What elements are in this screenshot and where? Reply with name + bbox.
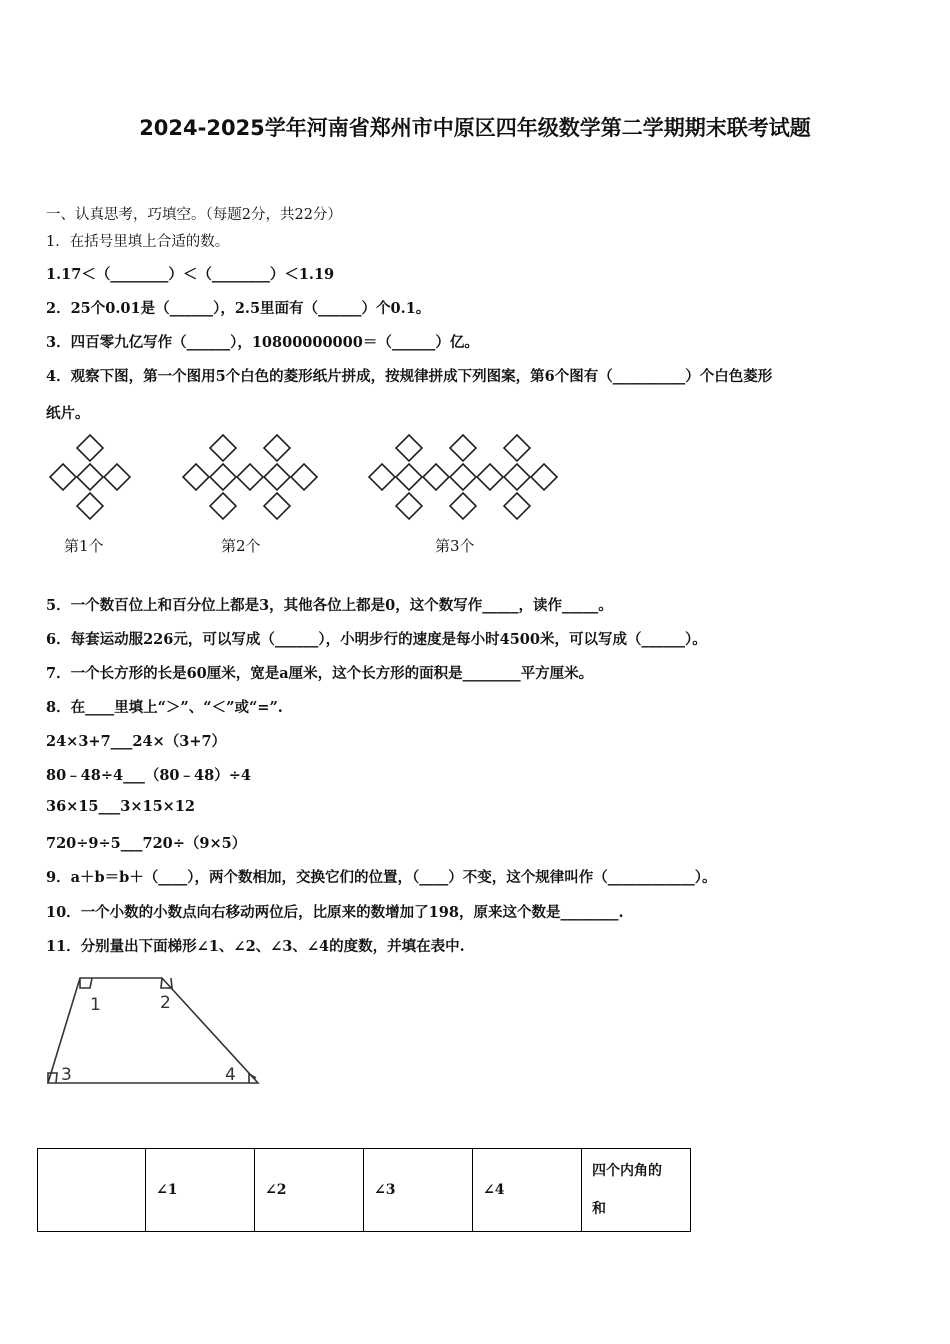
question-2: 2．25个0.01是（______），2.5里面有（______）个0.1。: [46, 300, 431, 317]
page-title: 2024-2025学年河南省郑州市中原区四年级数学第二学期期末联考试题: [139, 116, 811, 140]
question-8-item-3: 36×15___3×15×12: [46, 798, 196, 815]
table-cell-blank: [38, 1149, 146, 1232]
question-9: 9．a＋b＝b＋（____），两个数相加，交换它们的位置，（____）不变，这个规律叫作（____________）。: [46, 869, 717, 886]
figure-label-1: 第1个: [64, 537, 104, 555]
question-4-cont: 纸片。: [46, 405, 90, 422]
figure-label-3: 第3个: [435, 537, 475, 555]
figure-1: [50, 435, 130, 519]
question-5: 5．一个数百位上和百分位上都是3，其他各位上都是0，这个数写作_____，读作_____。: [46, 597, 613, 614]
trap-label-3: 3: [61, 1065, 72, 1085]
table-row: [38, 1149, 691, 1232]
trap-label-1: 1: [90, 995, 101, 1015]
angles-table: [37, 1148, 691, 1232]
question-4: 4．观察下图，第一个图用5个白色的菱形纸片拼成，按规律拼成下列图案，第6个图有（__________）个白色菱形: [46, 368, 773, 385]
table-cell-sum-line-2: 和: [592, 1201, 606, 1217]
question-8: 8．在____里填上“＞”、“＜”或“=”.: [46, 699, 283, 716]
question-10: 10．一个小数的小数点向右移动两位后，比原来的数增加了198，原来这个数是________.: [46, 904, 624, 921]
question-8-item-2: 80﹣48÷4___（80﹣48）÷4: [46, 767, 251, 784]
question-11: 11．分别量出下面梯形∠1、∠2、∠3、∠4的度数，并填在表中.: [46, 938, 465, 955]
table-cell-angle-2: ∠2: [255, 1149, 364, 1232]
table-cell-angle-4: ∠4: [473, 1149, 582, 1232]
question-1-line: 1.17＜（________）＜（________）＜1.19: [46, 266, 335, 283]
table-cell-angle-3: ∠3: [364, 1149, 473, 1232]
question-1: 1．在括号里填上合适的数。: [46, 234, 230, 250]
question-3: 3．四百零九亿写作（______），10800000000＝（______）亿。: [46, 334, 479, 351]
question-8-item-1: 24×3+7___24×（3+7）: [46, 733, 227, 750]
trap-label-4: 4: [225, 1065, 236, 1085]
question-8-item-4: 720÷9÷5___720÷（9×5）: [46, 835, 247, 852]
figure-3: [369, 435, 557, 519]
table-cell-sum: [582, 1149, 691, 1232]
trapezoid-figure: [40, 970, 270, 1090]
table-cell-angle-1: ∠1: [146, 1149, 255, 1232]
table-cell-sum-line-1: 四个内角的: [592, 1163, 662, 1179]
question-6: 6．每套运动服226元，可以写成（______），小明步行的速度是每小时4500米，可以写成（______）。: [46, 631, 707, 648]
figure-label-2: 第2个: [221, 537, 261, 555]
section-heading: 一、认真思考，巧填空。（每题2分，共22分）: [46, 207, 342, 223]
trap-label-2: 2: [160, 993, 171, 1013]
rhombus-figures: [40, 430, 600, 530]
figure-2: [183, 435, 317, 519]
question-7: 7．一个长方形的长是60厘米，宽是a厘米，这个长方形的面积是________平方厘米。: [46, 665, 594, 682]
